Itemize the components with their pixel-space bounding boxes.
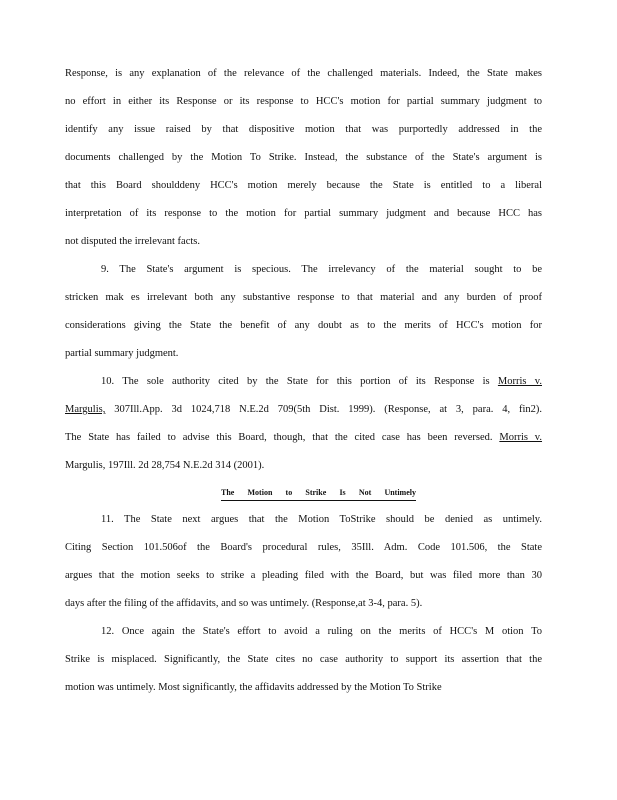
body-line: not disputed the irrelevant facts. xyxy=(65,236,200,247)
paragraph-11-line: 11. The State next argues that the Motion ToStrike should be denied as untimely. xyxy=(101,514,542,525)
paragraph-10-line xyxy=(101,375,542,389)
body-line: argues that the motion seeks to strike a pleading filed with the Board, but was filed more than 30 xyxy=(65,570,542,581)
body-line: Margulis, 197Ill. 2d 28,754 N.E.2d 314 (2001). xyxy=(65,460,265,471)
paragraph-12-line: 12. Once again the State's effort to avoid a ruling on the merits of HCC's M otion To xyxy=(101,626,542,637)
body-line: motion was untimely. Most significantly, the affidavits addressed by the Motion To Strike xyxy=(65,682,442,693)
body-line: no effort in either its Response or its response to HCC's motion for partial summary judgment to xyxy=(65,96,542,107)
body-line: Strike is misplaced. Significantly, the State cites no case authority to support its assertion that the xyxy=(65,654,542,665)
body-line: stricken mak es irrelevant both any substantive response to that material and any burden of proof xyxy=(65,292,542,303)
body-line: Citing Section 101.506of the Board's procedural rules, 35Ill. Adm. Code 101.506, the State xyxy=(65,542,542,553)
section-heading: The Motion to Strike Is Not Untimely xyxy=(221,486,416,501)
body-line: considerations giving the State the benefit of any doubt as to the merits of HCC's motion for xyxy=(65,320,542,331)
case-citation-link: Morris v. xyxy=(499,432,543,443)
body-line xyxy=(65,431,542,445)
body-line: that this Board shoulddeny HCC's motion merely because the State is entitled to a liberal xyxy=(65,180,542,191)
body-line: documents challenged by the Motion To Strike. Instead, the substance of the State's argument is xyxy=(65,152,542,163)
case-citation-link: Morris v. xyxy=(497,376,542,387)
body-line: Response, is any explanation of the relevance of the challenged materials. Indeed, the State makes xyxy=(65,68,542,79)
body-line: interpretation of its response to the motion for partial summary judgment and because HCC has xyxy=(65,208,542,219)
body-text: The State has failed to advise this Board, though, that the cited case has been reversed. xyxy=(65,432,493,443)
body-line xyxy=(65,403,542,417)
body-line: days after the filing of the affidavits, and so was untimely. (Response,at 3-4, para. 5). xyxy=(65,598,423,609)
case-citation-link: Margulis, xyxy=(65,404,106,415)
paragraph-9-line: 9. The State's argument is specious. The irrelevancy of the material sought to be xyxy=(101,264,542,275)
body-line: identify any issue raised by that dispositive motion that was purportedly addressed in the xyxy=(65,124,542,135)
body-line: partial summary judgment. xyxy=(65,348,179,359)
citation-text: 307Ill.App. 3d 1024,718 N.E.2d 709(5th Dist. 1999). (Response, at 3, para. 4, fin2). xyxy=(114,404,543,415)
paragraph-10-text: 10. The sole authority cited by the State for this portion of its Response is xyxy=(101,376,490,387)
